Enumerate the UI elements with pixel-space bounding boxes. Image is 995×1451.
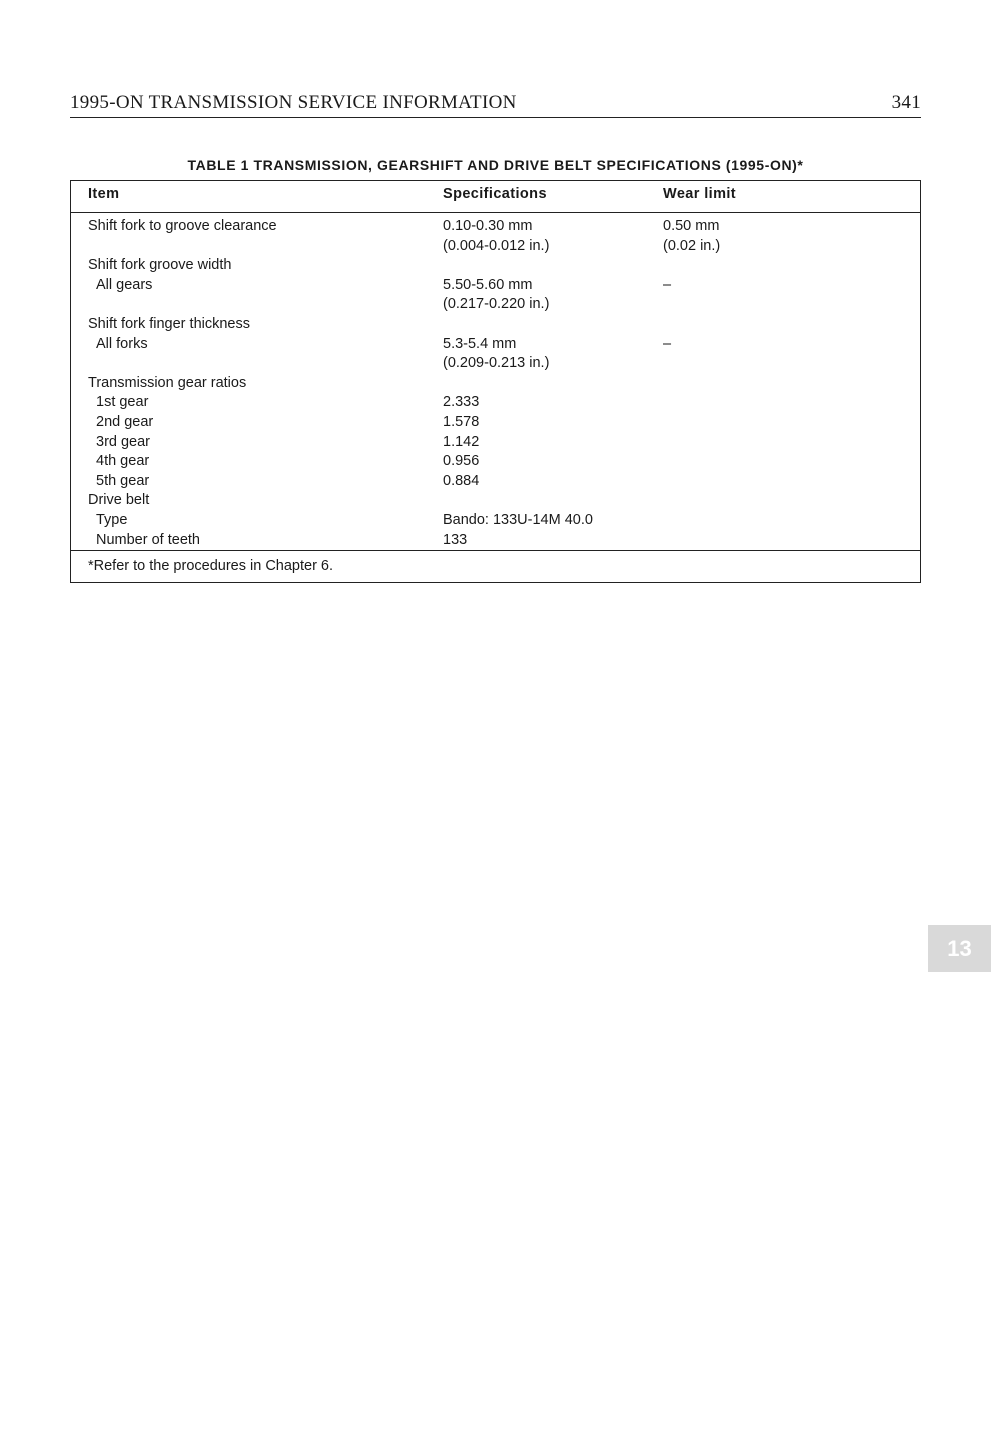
item-cell: Shift fork to groove clearance	[88, 218, 277, 234]
table-row	[71, 336, 920, 356]
table-row	[71, 257, 920, 277]
wear-cell: –	[663, 335, 672, 352]
item-cell: 4th gear	[96, 453, 150, 470]
table-row	[71, 296, 920, 316]
spec-cell: 0.956	[443, 453, 480, 470]
spec-cell: (0.217-0.220 in.)	[443, 296, 550, 313]
item-cell: Drive belt	[88, 492, 150, 509]
spec-cell: Bando: 133U-14M 40.0	[443, 511, 593, 528]
item-cell: Number of teeth	[96, 531, 200, 548]
spec-cell: 5.50-5.60 mm	[443, 276, 533, 293]
item-cell: 3rd gear	[96, 433, 151, 450]
item-cell: All forks	[96, 335, 148, 352]
wear-cell: (0.02 in.)	[663, 237, 721, 254]
item-cell: 1st gear	[96, 394, 149, 411]
spec-cell: 1.142	[443, 433, 480, 450]
table-row	[71, 238, 920, 258]
page-header	[70, 92, 921, 118]
wear-cell: 0.50 mm	[663, 218, 720, 234]
item-cell: 5th gear	[96, 472, 150, 489]
spec-cell: 1.578	[443, 413, 480, 430]
table-row	[71, 473, 920, 493]
spec-cell: 0.10-0.30 mm	[443, 218, 533, 234]
header-title: 1995-ON TRANSMISSION SERVICE INFORMATION	[70, 92, 517, 113]
table-row	[71, 316, 920, 336]
table-body	[71, 218, 920, 551]
table-row	[71, 277, 920, 297]
table-row	[71, 434, 920, 454]
spec-cell: (0.209-0.213 in.)	[443, 355, 550, 372]
footnote-divider	[71, 550, 920, 551]
table-row	[71, 394, 920, 414]
item-cell: 2nd gear	[96, 413, 154, 430]
table-row	[71, 532, 920, 552]
table-row	[71, 512, 920, 532]
wear-cell: –	[663, 276, 672, 293]
column-header-wear-limit: Wear limit	[663, 186, 737, 202]
chapter-tab: 13	[928, 925, 991, 972]
column-header-item: Item	[88, 186, 120, 202]
spec-cell: 0.884	[443, 472, 480, 489]
item-cell: All gears	[96, 276, 153, 293]
column-header-specifications: Specifications	[443, 186, 547, 202]
spec-cell: 5.3-5.4 mm	[443, 335, 517, 352]
table-row	[71, 218, 920, 238]
table-header-row	[71, 181, 920, 213]
spec-cell: 133	[443, 531, 468, 548]
spec-cell: (0.004-0.012 in.)	[443, 237, 550, 254]
item-cell: Shift fork finger thickness	[88, 315, 250, 332]
specifications-table	[70, 180, 921, 583]
page-number: 341	[891, 92, 921, 113]
item-cell: Transmission gear ratios	[88, 374, 247, 391]
table-row	[71, 453, 920, 473]
table-row	[71, 492, 920, 512]
item-cell: Shift fork groove width	[88, 257, 232, 274]
table-row	[71, 355, 920, 375]
table-row	[71, 375, 920, 395]
table-row	[71, 414, 920, 434]
table-caption: TABLE 1 TRANSMISSION, GEARSHIFT AND DRIVE BELT SPECIFICATIONS (1995-ON)*	[187, 157, 804, 173]
spec-cell: 2.333	[443, 394, 480, 411]
item-cell: Type	[96, 511, 128, 528]
table-footnote: *Refer to the procedures in Chapter 6.	[88, 558, 334, 574]
